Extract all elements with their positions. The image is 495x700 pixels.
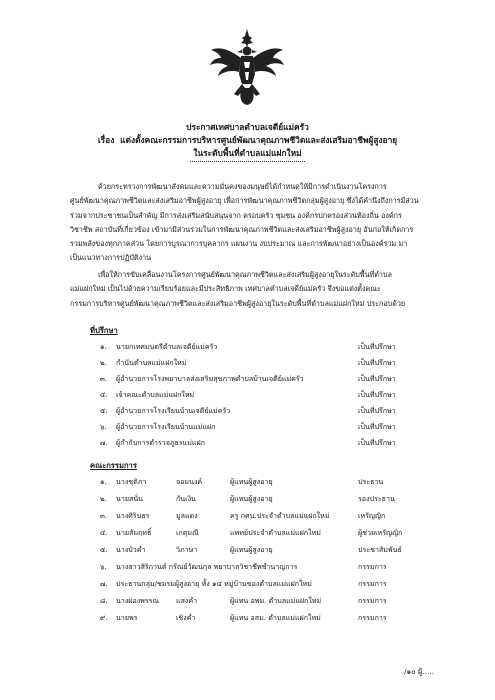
advisor-row <box>0 372 495 385</box>
advisor-row <box>0 388 495 401</box>
member-role: ประธาน <box>358 477 384 486</box>
advisor-row <box>0 340 495 353</box>
announcement-subject <box>0 135 495 146</box>
garuda-emblem-icon <box>208 28 286 106</box>
member-surname: เชิงคำ <box>176 613 196 622</box>
committee-row <box>0 577 495 590</box>
advisor-role: เป็นที่ปรึกษา <box>358 358 396 367</box>
member-name: นายสัมฤทธิ์ <box>116 528 152 537</box>
item-number: ๖. <box>100 562 107 571</box>
member-name: นางศิรินธร <box>116 511 150 520</box>
subject-label: เรื่อง <box>97 135 115 145</box>
advisor-row <box>0 356 495 369</box>
member-role: กรรมการ <box>358 596 387 605</box>
advisor-role: เป็นที่ปรึกษา <box>358 390 396 399</box>
member-position: ครู กศน.ประจำตำบลแม่แฝกใหม่ <box>230 511 330 520</box>
item-number: ๖. <box>100 422 107 431</box>
item-number: ๗. <box>100 438 108 447</box>
member-role: กรรมการ <box>358 579 387 588</box>
item-number: ๕. <box>100 406 108 415</box>
item-number: ๔. <box>100 528 108 537</box>
member-name: นายพร <box>116 613 138 622</box>
member-position: ผู้แทนผู้สูงอายุ <box>230 477 273 486</box>
item-number: ๑. <box>100 342 107 351</box>
subject-line-2: ในระดับพื้นที่ตำบลแม่แฝกใหม่ <box>193 148 302 158</box>
committee-row <box>0 475 495 488</box>
paragraph-2-line: เพื่อให้การขับเคลื่อนงานโครงการศูนย์พัฒนาคุณภาพชีวิตและส่งเสริมผู้สูงอายุในระดับพื้นที่ตำบล <box>98 270 392 279</box>
item-number: ๗. <box>100 579 108 588</box>
committee-heading: คณะกรรมการ <box>90 461 137 470</box>
committee-row <box>0 611 495 624</box>
member-description: ประธานกลุ่ม/ชมรมผู้สูงอายุ ทั้ง ๑๔ หมู่บ้านของตำบลแม่แฝกใหม่ <box>116 579 312 588</box>
paragraph-1-line: ศูนย์พัฒนาคุณภาพชีวิตและส่งเสริมอาชีพผู้สูงอายุ เพื่อการพัฒนาคุณภาพชีวิตกลุ่มผู้สูงอายุ ซึ่งได้คำนึงถึงการมีส่วน <box>70 196 419 206</box>
member-position: ผู้แทนผู้สูงอายุ <box>230 494 273 503</box>
item-number: ๔. <box>100 390 108 399</box>
paragraph-2-line: แม่แฝกใหม่ เป็นไปด้วยความเรียบร้อยและมีประสิทธิภาพ เทศบาลตำบลเจดีย์แม่ครัว จึงขอแต่งตั้งคณะ <box>70 284 381 294</box>
member-position: ผู้แทน อพม. ตำบลแม่แฝกใหม่ <box>230 596 322 605</box>
paragraph-1-line: วิชาชีพ สถาบันที่เกี่ยวข้อง เข้ามามีส่วนร่วมในการพัฒนาคุณภาพชีวิตและส่งเสริมอาชีพผู้สูงอายุ อันก่อให้เกิดการ <box>70 224 414 234</box>
member-surname: มูลแดง <box>176 511 198 520</box>
advisor-name: ผู้อำนวยการโรงเรียนบ้านแม่แฝก <box>116 422 216 431</box>
member-surname: กันเงิน <box>176 494 196 503</box>
member-role: ประชาสัมพันธ์ <box>358 545 402 554</box>
advisor-role: เป็นที่ปรึกษา <box>358 374 396 383</box>
advisor-name: ผู้กำกับการตำรวจภูธรแม่แฝก <box>116 438 205 447</box>
member-surname: เกตุมณี <box>176 528 199 537</box>
announcement-title: ประกาศเทศบาลตำบลเจดีย์แม่ครัว <box>186 122 309 132</box>
advisor-row <box>0 436 495 449</box>
item-number: ๒. <box>100 494 107 503</box>
paragraph-1-line: ด้วยกระทรวงการพัฒนาสังคมและความมั่นคงของมนุษย์ได้กำหนดให้มีการดำเนินงานโครงการ <box>98 182 387 191</box>
paragraph-1-line: ร่วมจากประชาชนเป็นสำคัญ มีการส่งเสริมสนับสนุนจาก ครอบครัว ชุมชน องค์กรปกครองส่วนท้องถิ่น องค์กร <box>70 210 402 220</box>
advisor-role: เป็นที่ปรึกษา <box>358 342 396 351</box>
advisor-name: ผู้อำนวยการโรงเรียนบ้านเจดีย์แม่ครัว <box>116 406 231 415</box>
advisor-name: ผู้อำนวยการโรงพยาบาลส่งเสริมสุขภาพตำบลบ้านเจดีย์แม่ครัว <box>116 374 304 383</box>
committee-row <box>0 526 495 539</box>
member-name: นางชุติภา <box>116 477 147 486</box>
item-number: ๓. <box>100 511 108 520</box>
next-page-marker: /๑๐ ผู้..... <box>404 667 435 676</box>
header-divider <box>190 161 305 162</box>
member-role: กรรมการ <box>358 613 387 622</box>
advisor-role: เป็นที่ปรึกษา <box>358 406 396 415</box>
member-role: ผู้ช่วยเหรัญญิก <box>358 528 403 537</box>
member-role: กรรมการ <box>358 562 387 571</box>
item-number: ๕. <box>100 545 108 554</box>
member-role: รองประธาน <box>358 494 395 503</box>
committee-row <box>0 594 495 607</box>
item-number: ๑. <box>100 477 107 486</box>
committee-row <box>0 560 495 573</box>
item-number: ๘. <box>100 596 108 605</box>
member-name: นางผ่องพรรณ <box>116 596 160 605</box>
member-role: เหรัญญิก <box>358 511 386 520</box>
member-surname: วิภาษา <box>176 545 198 554</box>
advisors-heading: ที่ปรึกษา <box>90 326 118 335</box>
advisor-row <box>0 420 495 433</box>
member-position: ผู้แทน อสม. ตำบลแม่แฝกใหม่ <box>230 613 321 622</box>
paragraph-2-line: กรรมการบริหารศูนย์พัฒนาคุณภาพชีวิตและส่งเสริมอาชีพผู้สูงอายุในระดับพื้นที่ตำบลแม่แฝกใหม่ ประกอบด้วย <box>70 298 406 308</box>
member-position: ผู้แทนผู้สูงอายุ <box>230 545 273 554</box>
advisor-role: เป็นที่ปรึกษา <box>358 422 396 431</box>
subject-line-1: แต่งตั้งคณะกรรมการบริหารศูนย์พัฒนาคุณภาพชีวิตและส่งเสริมอาชีพผู้สูงอายุ <box>120 135 398 145</box>
paragraph-2 <box>70 268 435 311</box>
item-number: ๙. <box>100 613 108 622</box>
advisor-name: กำนันตำบลแม่แฝกใหม่ <box>116 358 187 367</box>
committee-row <box>0 492 495 505</box>
paragraph-1-line: รวมพลังของทุกภาคส่วน โดยการบูรณาการบุคลากร แผนงาน งบประมาณ และการพัฒนาอย่างเป็นองค์รวม มา <box>70 239 408 249</box>
member-name: นายสนั่น <box>116 494 144 503</box>
committee-row <box>0 509 495 522</box>
advisor-name: นายกเทศมนตรีตำบลเจดีย์แม่ครัว <box>116 342 218 351</box>
member-position: แพทย์ประจำตำบลแม่แฝกใหม่ <box>230 528 321 537</box>
member-surname: จอมนงค์ <box>176 477 203 486</box>
item-number: ๓. <box>100 374 108 383</box>
member-surname: แสงคำ <box>176 596 198 605</box>
paragraph-1-line: เป็นแนวทางการปฏิบัติงาน <box>70 253 152 263</box>
paragraph-1 <box>70 180 435 266</box>
committee-row <box>0 543 495 556</box>
member-name: นางบัวคำ <box>116 545 146 554</box>
advisor-row <box>0 404 495 417</box>
advisor-role: เป็นที่ปรึกษา <box>358 438 396 447</box>
item-number: ๒. <box>100 358 107 367</box>
advisor-name: เจ้าคณะตำบลแม่แฝกใหม่ <box>116 390 195 399</box>
member-description: นางสาวสิริกานต์ กรัณย์วัฒนกุล พยาบาลวิชาชีพชำนาญการ <box>116 562 298 571</box>
